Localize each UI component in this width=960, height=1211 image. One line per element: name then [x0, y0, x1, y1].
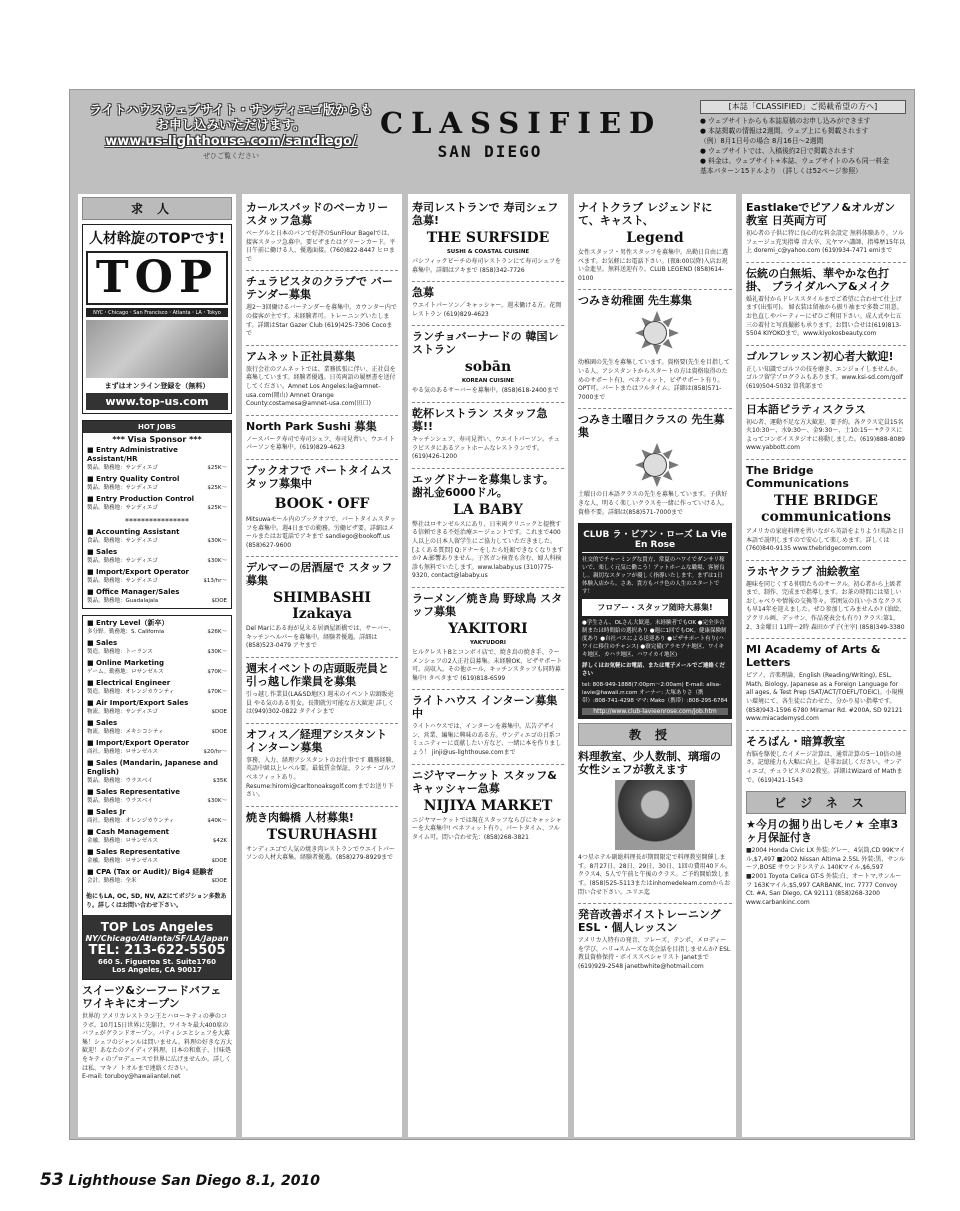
job-desc: 会計。勤務地：全米 [87, 878, 137, 884]
classified-ad [412, 690, 564, 764]
job-pay: $13/hr～ [203, 578, 227, 584]
job-entry [83, 808, 231, 828]
job-desc: 商社。勤務地：オレンジカウンティ [87, 818, 175, 824]
ad-logo: LA BABY [453, 501, 523, 518]
job-entry [83, 739, 231, 759]
page-title: CLASSIFIED [380, 106, 663, 140]
job-entry [83, 868, 231, 888]
classified-ad [412, 469, 564, 588]
job-detail [87, 577, 227, 585]
top-logo: TOP [86, 251, 228, 305]
job-pay: $26K～ [207, 629, 227, 635]
column-4-ads [578, 197, 732, 523]
visa-job-list [83, 446, 231, 515]
job-title: ■ Online Marketing [87, 659, 165, 667]
ad-title: カールスバッドのベーカリー スタッフ急募 [246, 201, 389, 227]
ad-logo-sub: YAKYUDORI [470, 639, 506, 646]
notice-line: ● ウェブサイトからも本誌原稿のお申し込みができます [700, 117, 871, 125]
classified-ad [578, 290, 732, 409]
notice-line: （例）8月1日号の場合 8月16日～2週間 [700, 137, 824, 145]
ad-body: パシフィックビーチの寿司レストランにて寿司シェフを募集中。詳細はアキまで (858)342-7726 [412, 258, 561, 274]
job-entry [83, 679, 231, 699]
ad-body: キッチンシェフ、寿司見習い、ウエイトパーソン。チュラビスタにあるアットホームなレストランです。(619)426-1200 [412, 435, 560, 461]
column-2 [242, 194, 402, 1137]
top-la-title: TOP Los Angeles [100, 920, 214, 934]
job-pay: $42K [212, 838, 227, 844]
classified-ad [246, 557, 398, 658]
job-desc: 製品。勤務地：Guadalajala [87, 598, 159, 604]
ad-body: 旅行会社のアムネットでは、業務拡張に伴い、正社員を募集しています。経験者優遇。日英両語の履歴書を送付してください。Amnet Los Angeles:la@amnet-usa.com(岡山) Amnet Orange County:costamesa@amnet-usa.com(田口) [246, 365, 396, 408]
job-entry [83, 495, 231, 515]
ad-logo-sub: SUSHI & COASTAL CUISINE [446, 249, 530, 255]
classified-ad [746, 731, 906, 791]
ad-title: MI Academy of Arts & Letters [746, 643, 881, 670]
job-title: ■ Sales [87, 719, 118, 727]
column-5-ads [746, 197, 906, 791]
ad-body: 初心者、運動不足な方大歓迎、要予約。各クラス定員15名 火10:30～、水9:30～、金9:30～、土10:15～ *クラスによってコンボイスタジオに移動しました。(619)888-8089 www.yabbott.com [746, 418, 905, 452]
job-list [83, 619, 231, 888]
job-title: ■ Sales Jr [87, 808, 126, 816]
sun-ray [653, 311, 661, 321]
car-ad [746, 814, 906, 913]
job-desc: 製品。勤務地：サンディエゴ [87, 465, 158, 471]
mid-job-list [83, 528, 231, 608]
top-la-box [83, 915, 231, 979]
job-detail [87, 817, 227, 825]
job-title: ■ Import/Export Operator [87, 568, 189, 576]
ad-body: アメリカの家庭料理を習いながら英語をよりよう!英語と日本語で説明しますので安心して楽しめます。詳しくは(760)840-9135 www.thebridgecomm.com [746, 527, 904, 553]
ad-body: 右脳を駆使したイメージ計算は、通常計算の5～10倍の速さ。記憶能力も大幅に向上。是非お試しください。サンディエゴ、チュラビスタの2教室。詳細はWizard of Mathまで。(619)421-1543 [746, 750, 903, 784]
top-web-link[interactable]: www.top-us.com [86, 393, 228, 410]
ad-logo: BOOK・OFF [274, 495, 370, 512]
classified-ad [246, 197, 398, 271]
job-pay: $40K～ [207, 818, 227, 824]
ad-body: ニジヤマーケットでは現在スタッフならびにキャッシャーを大募集中! ベネフィット有り。パートタイム、フルタイム可。問い合わせ先：(858)268-3821 [412, 816, 562, 841]
ad-title: スイーツ&シーフードバフェ ワイキキにオープン [82, 984, 222, 1010]
job-title: ■ Office Manager/Sales [87, 588, 180, 596]
notice-title: [本誌「CLASSIFIED」ご掲載希望の方へ] [700, 100, 906, 114]
top-photo [86, 320, 228, 378]
footer-text: Lighthouse San Diego 8.1, 2010 [68, 1173, 320, 1189]
hot-jobs-box [82, 420, 232, 609]
classified-ad [746, 561, 906, 640]
page-footer [40, 1170, 320, 1190]
sun-ray [653, 443, 661, 453]
ad-title: ゴルフレッスン初心者大歓迎! [746, 349, 894, 363]
lavie-tel: tel: 808-949-1888(7:00pm～2:00am) E-mail: alisa-lavie@hawaii.rr.com オーナー: 大塚ありさ（携帯）:808-741-4298 ママ: Mako（携帯）:808-295-6784 [582, 682, 728, 705]
classified-ad [746, 639, 906, 731]
job-title: ■ Sales [87, 639, 118, 647]
classified-ad [746, 346, 906, 399]
notice-box [700, 100, 906, 176]
job-entry [83, 619, 231, 639]
ad-body: 事務、入力、経理アシスタントのお仕事です 職務経験、英語中級以上レベル要。最低賃金保証、ランチ・ゴルフベネフィットあり。Resume:hiromi@carltonoaksgolf.comまでお送り下さい。 [246, 756, 398, 799]
job-pay: $20/hr～ [203, 749, 227, 755]
classified-title-block [380, 106, 663, 161]
ad-body: 週2～3回働けるバーテンダーを募集中。カウンター内での接客が主です。未経験者可。トレーニングいたします。詳細はStar Gazer Club (619)425-7306 Cocoまで [246, 304, 397, 338]
promo-line2: お申し込みいただけます。 [156, 117, 306, 132]
job-pay: $30K～ [207, 798, 227, 804]
job-pay: $70K～ [207, 669, 227, 675]
job-detail [87, 877, 227, 885]
job-desc: 製品。勤務地：ウラスベイ [87, 778, 153, 784]
ad-logo: NIJIYA MARKET [423, 797, 553, 814]
ad-body: やる気のあるサーバーを募集中。(858)618-2400まで [412, 387, 559, 395]
job-desc: 製品。勤務地：ウラスベイ [87, 798, 153, 804]
job-entry [83, 719, 231, 739]
column-3 [408, 194, 568, 1137]
classified-ad [412, 326, 564, 403]
sun-ray [663, 471, 676, 484]
classified-ad [412, 197, 564, 282]
job-entry [83, 848, 231, 868]
job-detail [87, 728, 227, 736]
ad-body: ピアノ、音楽理論、English (Reading/Writing), ESL, Math, Biology, Japanese as a Foreign Language for all ages, & Test Prep (SAT/ACT/TOEFL/TOEIC)。小規模い環境にて、各生徒に合わせた、分かり易い指導です。(858)943-1596 6780 Miramar Rd. #200A, SD 92121 www.miacademysd.com [746, 672, 904, 723]
job-title: ■ CPA (Tax or Audit)/ Big4 経験者 [87, 868, 214, 876]
section-heading-jobs: 求人 [82, 197, 232, 220]
job-entry [83, 475, 231, 495]
job-desc: 物流。勤務地：メキシコシティ [87, 729, 164, 735]
job-desc: 食品。勤務地：サンディエゴ [87, 538, 158, 544]
lavie-points: ●学生さん、OLさん大歓迎。未経験者でもOK ●完全歩合制または時間給の選択あり ●週に1回でもOK。健康保険制度あり ●自社バスによる送迎あり ●ビザサポート有り(ハワイに移住のチャンス) ●寮完備(アラモアナ地区、ワイキキ地区、カハラ地区、ハワイカイ地区) [582, 620, 727, 659]
ad-title: ★今月の掘り出しモノ★ 全車3ヶ月保証付き [746, 818, 899, 845]
job-pay: $30K～ [207, 649, 227, 655]
job-detail [87, 837, 227, 845]
job-detail [87, 628, 227, 636]
job-desc: 金融。勤務地：ロサンゼルス [87, 858, 159, 864]
job-detail [87, 648, 227, 656]
job-pay: $DOE [211, 598, 227, 604]
job-pay: $70K～ [207, 689, 227, 695]
job-title: ■ Sales Representative [87, 788, 180, 796]
job-title: ■ Accounting Assistant [87, 528, 180, 536]
job-desc: ゲーム。勤務地：ロサンゼルス [87, 669, 164, 675]
job-desc: 製造。勤務地：トーランス [87, 649, 153, 655]
classified-frame [69, 89, 915, 1140]
ad-title: 焼き肉鶴橋 人材募集! [246, 810, 354, 824]
esl-ad [578, 904, 732, 977]
job-title: ■ Entry Administrative Assistant/HR [87, 446, 178, 463]
ad-title: エッグドナーを募集します。 謝礼金6000ドル。 [412, 472, 554, 499]
top-la-addr2: Los Angeles, CA 90017 [112, 966, 202, 974]
job-detail [87, 857, 227, 865]
classified-ad [246, 658, 398, 724]
job-title: ■ Electrical Engineer [87, 679, 171, 687]
ad-body: 趣味を同じくする仲間たちのサークル。初心者から上級者まで、制作、完成まで指導します。お茶の時間には楽しいおしゃべりや情報の交換等々。雰囲気の良い小さなクラスも早14年を迎えました。ぜひ参加してみませんか? (油絵、アクリル画、デッサン、作品発表会も有り) クラス:第1、2、3金曜日 11時～2時 森田かず子(主宰) (858)349-3380 [746, 580, 906, 631]
classified-ad [746, 460, 906, 561]
ad-body: ウエイトパーソン／キャッシャー。週末働ける方。花岡レストラン (619)829-4623 [412, 302, 562, 318]
classified-ad [412, 403, 564, 469]
job-desc: 製品。勤務地：サンディエゴ [87, 485, 158, 491]
cooking-class-ad [578, 746, 732, 904]
job-detail [87, 668, 227, 676]
sun-ray [653, 345, 661, 355]
ad-body: 正しい知識でゴルフの技を磨き、エンジョイしませんか。ゴルフ留学プログラムもあります。www.ksi-sd.com/golf (619)504-5032 曽我部まで [746, 365, 903, 390]
ad-title: ラーメン／焼き鳥 野球鳥 スタッフ募集 [412, 591, 563, 618]
job-pay: $25K～ [207, 505, 227, 511]
job-desc: 金融。勤務地：ロサンゼルス [87, 838, 159, 844]
ad-title: Eastlakeでピアノ&オルガン 教室 日英両方可 [746, 201, 896, 227]
job-entry [83, 528, 231, 548]
job-pay: $35K [212, 778, 227, 784]
job-detail [87, 688, 227, 696]
ad-title: 急募 [412, 286, 434, 300]
top-la-tel: TEL: 213-622-5505 [88, 943, 226, 958]
ad-body: 幼稚園の先生を募集しています。資格要(先生を目指している人、アシスタントからスタートの方は資格取得のためのサポート有)、ベネフィット、ビザサポート有り。OPT可。パートまたはフルタイム。詳細は(858)571-7000まで [578, 359, 730, 401]
job-pay: $25K～ [207, 485, 227, 491]
job-entry [83, 639, 231, 659]
promo-note: ぜひご覧ください [203, 152, 259, 160]
top-ad [82, 224, 232, 414]
top-la-addr1: 660 S. Figueroa St. Suite1760 [97, 958, 216, 966]
job-desc: 製品。勤務地：サンディエゴ [87, 558, 158, 564]
job-title: ■ Entry Quality Control [87, 475, 180, 483]
job-title: ■ Entry Production Control [87, 495, 195, 503]
job-desc: 商社。勤務地：ロサンゼルス [87, 749, 159, 755]
top-cities: NYC・Chicago・San Francisco・Atlanta・LA・Tokyo [86, 308, 228, 317]
ad-logo: Legend [626, 230, 684, 246]
ad-title: 料理教室、少人数制、璃瑠の 女性シェフが教えます [578, 750, 721, 777]
ad-logo: sobān [464, 359, 512, 376]
job-title: ■ Sales Representative [87, 848, 180, 856]
classified-ad [412, 282, 564, 326]
ad-body: Mitsuwaモール内のブックオフで、パートタイムスタッフを募集中。週4日までの勤務。労働ビザ要。詳細はメールまたはお電話でアキまで sandiego@bookoff.us (858)627-9600 [246, 515, 396, 549]
ad-body: ヒルクレストBとコンボイ店で、焼き鳥の焼き手、ラーメンシェフの2人正社員募集。未経験OK、ビザサポート可。高収入。その他ホール、キッチンスタッフも同時募集中! タベタまで (619)818-6599 [412, 648, 563, 682]
ad-email: E-mail: toruboy@hawaiiantel.net [82, 1073, 181, 1081]
ad-logo: THE SURFSIDE [426, 230, 550, 246]
job-pay: $25K～ [207, 465, 227, 471]
job-desc: 物流。勤務地：サンディエゴ [87, 709, 158, 715]
ad-title: The Bridge Communications [746, 463, 849, 490]
job-detail [87, 597, 227, 605]
job-detail [87, 748, 227, 756]
page-subtitle: SAN DIEGO [437, 142, 543, 161]
promo-line1: ライトハウスウェブサイト・サンディエゴ版からも [89, 102, 373, 117]
lavie-contact: 詳しくはお気軽にお電話、または電子メールでご連絡ください [582, 663, 725, 678]
job-pay: $30K～ [207, 538, 227, 544]
promo-url-link[interactable]: www.us-lighthouse.com/sandiego/ [105, 134, 357, 149]
job-entry [83, 659, 231, 679]
job-entry [83, 588, 231, 608]
job-pay: $DOE [211, 858, 227, 864]
column-jobs-top [78, 194, 236, 1137]
job-entry [83, 446, 231, 475]
job-detail [87, 484, 227, 492]
web-promo [86, 102, 376, 161]
sun-ray [653, 477, 661, 487]
classified-ad [746, 197, 906, 263]
ad-body: 引っ越し作業員(LA&SD地区) 週末のイベント店頭販売員 やる気のある男女。長期就労可能な方大歓迎 詳しくは(949)302-0822 タテイシまで [246, 691, 394, 716]
ad-title: つみき土曜日クラスの 先生募集 [578, 413, 725, 440]
classified-ad [246, 346, 398, 416]
ad-body: 世界的 アメリカレストラン王とハローキティの夢のコラボ。10月15日世界に先駆け、ワイキキ最大400席のバフェがグランドオープン。パティシエとシェフを大募集！シェフのジャンルは問いません。料理の好きな方大歓迎！あなたのアイディア料理、日本の和菓子、甘味処をキティのプロデュースで世界に広げませんか。詳しくは私、マキノ トオルまで連絡ください。 [82, 1013, 232, 1072]
ad-body: サンディエゴで人気の焼き肉レストランでウエイトパーソンの人材大募集。経験者優遇。(858)279-8929まで [246, 845, 395, 862]
job-detail [87, 537, 227, 545]
visa-sponsor-label: *** Visa Sponsor *** [112, 435, 202, 444]
ad-title: つみき幼稚園 先生募集 [578, 294, 692, 308]
job-entry [83, 699, 231, 719]
ad-body: ノースパーク寿司で寿司シェフ、寿司見習い、ウエイトパーソンを募集中。(619)829-4623 [246, 435, 395, 452]
job-title: ■ Entry Level（新卒） [87, 619, 169, 627]
ad-title: ニジヤマーケット スタッフ&キャッシャー急募 [412, 768, 557, 795]
lavie-url-link[interactable]: http://www.club-lavieenrose.com/job.htm [582, 708, 728, 715]
ad-title: ランチョバーナードの 韓国レストラン [412, 330, 559, 357]
ad-title: 週末イベントの店頭販売員と 引っ越し作業員を募集 [246, 662, 389, 689]
ad-title: 発音改善ボイストレーニング ESL・個人レッスン [578, 908, 721, 935]
top-online: まずはオンライン登録を（無料） [104, 382, 210, 390]
job-desc: 製品。勤務地：サンディエゴ [87, 505, 158, 511]
job-entry [83, 759, 231, 788]
job-pay: $30K～ [207, 558, 227, 564]
top-tagline: 人材斡旋のTOPです! [88, 231, 226, 247]
classified-ad [746, 263, 906, 346]
classified-ad [578, 197, 732, 290]
job-list-box [82, 615, 232, 980]
job-pay: $DOE [211, 878, 227, 884]
ad-logo: THE BRIDGE communications [761, 492, 891, 525]
stars-divider: **************** [125, 517, 189, 526]
ad-title: 日本語ピラティスクラス [746, 402, 866, 416]
job-entry [83, 548, 231, 568]
classified-ad [412, 588, 564, 690]
ad-title: ブックオフで パートタイムスタッフ募集中 [246, 463, 392, 490]
column-4 [574, 194, 736, 1137]
sun-ray [669, 329, 679, 337]
sun-ray [663, 339, 676, 352]
job-desc: 製品。勤務地：サンディエゴ [87, 578, 158, 584]
job-detail [87, 504, 227, 512]
job-desc: 製造。勤務地：オレンジカウンティ [87, 689, 175, 695]
sun-logo-icon [633, 443, 677, 487]
job-pay: $DOE [211, 729, 227, 735]
ad-title: ラホヤクラブ 油絵教室 [746, 564, 860, 578]
ad-title: オフィス／経理アシスタント インターン募集 [246, 727, 388, 754]
job-detail [87, 797, 227, 805]
ad-body: ■2004 Honda Civic LX 外装:グレー、4気筒,CD 99Kマイル,$7,497 ■2002 Nissan Altima 2.5SL 外装:黒、サンルーフ,BOSE サウンドシステム 140Kマイル,$6,597 ■2001 Toyota Celica GT-S 外装:白、オートマ,サンルーフ 163Kマイル,$5,997 CARBANK, Inc. 7777 Convoy Ct. #A, San Diego, CA 92111 (858)268-3200 www.carbankinc.com [746, 847, 906, 906]
job-title: ■ Sales (Mandarin, Japanese and English) [87, 759, 218, 776]
ad-title: デルマーの居酒屋で スタッフ募集 [246, 561, 393, 588]
ad-title: 乾杯レストラン スタッフ急募!! [412, 406, 548, 433]
section-heading-lessons: 教授 [578, 723, 732, 746]
page-number: 53 [40, 1170, 64, 1190]
ad-title: ライトハウス インターン募集中 [412, 694, 558, 721]
hot-jobs-title: HOT JOBS [83, 421, 231, 433]
lavie-body: 社交的でチャーミングな貴方、常夏のハワイでダンサリ稼いで、楽しく元気に働こう！アットホームな職場、客層良し。親切なスタッフが優しく指導いたします。まずは1日体験入店から。さあ、貴方もバラ色の人生のスタートです！ [582, 557, 725, 596]
job-title: ■ Cash Management [87, 828, 170, 836]
job-note: 他にもLA, OC, SD, NV, AZにてポジション多数あり。詳しくはお問い合わせ下さい。 [86, 893, 227, 909]
sun-logo-icon [633, 311, 677, 355]
ad-body: ライトハウスでは、インターンを募集中。広告デザイン、営業、編集に興味のある方。サンディエゴの日系コミュニティーに貢献したい方など、一緒に本を作りましょう！ jinji@us-lighthouse.comまで [412, 723, 562, 757]
job-detail [87, 777, 227, 785]
lavie-flyer: フロアー・スタッフ随時大募集! [582, 599, 728, 616]
notice-line: ● 本誌掲載の情報は2週間、ウェブ上にも掲載されます [700, 127, 869, 135]
ad-body: 初心者の子供に特に良心的な料金設定 無料体験あり、ソルフェージュ充実指導 音大卒、元ヤマハ講師、指導歴15年以上 doremi_c@yahoo.com (619)934-7471 emiまで [746, 230, 905, 255]
classified-ad [746, 399, 906, 460]
classified-ad [412, 765, 564, 849]
ad-body: 弊社はロサンゼルスにあり、日米両クリニックと提携する信頼できる不妊治療エージェントです。これまで400人以上の日本人留学生にご協力していただきました。[よくある質問] Q:ドナーをしたら妊娠できなくなりますか? A:影響ありません。子宮ガン検査も含む、婦人科検診も無料でいたします。www.lababy.us (310)775-9320, contact@lababy.us [412, 520, 564, 580]
job-detail [87, 708, 227, 716]
job-detail [87, 557, 227, 565]
ad-title: チュラビスタのクラブで バーテンダー募集 [246, 275, 393, 302]
ad-title: 伝統の白無垢、華やかな色打掛、 ブライダルヘア&メイク [746, 266, 891, 293]
ad-title: ナイトクラブ レジェンドにて、キャスト、 [578, 201, 713, 227]
notice-line: ● ウェブサイトでは、入稿後約2日で掲載されます [700, 147, 855, 155]
ad-logo: TSURUHASHI [266, 826, 378, 843]
job-title: ■ Air Import/Export Sales [87, 699, 189, 707]
job-entry [83, 788, 231, 808]
ad-body: 女性スタッフ・男性スタッフを募集中。出勤日自由に選べます。お気軽にお電話下さい。(夜8:00以降)入店お祝い金進呈。無料送迎有り。CLUB LEGEND (858)614-0100 [578, 249, 729, 282]
column-5 [742, 194, 910, 1137]
ad-body: Del Marにある海が見える居酒屋新橋では、サーバー、キッチンヘルパーを募集中。経験者優遇。詳細は(858)523-0479 アヤまで [246, 625, 395, 650]
ad-logo-sub: KOREAN CUISINE [461, 378, 515, 385]
ad-body: 4つ星ホテル副総料理長が期間限定で料理教室開催します。8月27日、28日、29日、30日、1回の費用40ドル。クラス4、5人で午前と午後のクラス。ご予約開始致します。(858)525-5113またはinhomedeleam.comからお問い合せ下さい。ユリエ迄 [578, 854, 731, 896]
classified-ad [246, 460, 398, 557]
chef-photo [615, 780, 695, 850]
job-desc: 多分野。勤務地：S. California [87, 629, 165, 635]
top-la-cities: NY/Chicago/Atlanta/SF/LA/Japan [85, 934, 229, 943]
classified-ad [246, 416, 398, 460]
classified-ad [578, 409, 732, 523]
ad-title: そろばん・暗算教室 [746, 734, 845, 748]
section-heading-business: ビジネス [746, 791, 906, 814]
notice-line: 基本パターン15ドルより （詳しくは52ページ参照） [700, 167, 862, 175]
ad-title: North Park Sushi 募集 [246, 419, 377, 433]
job-title: ■ Import/Export Operator [87, 739, 189, 747]
sun-ray [669, 461, 679, 469]
classified-ad [246, 807, 398, 869]
job-title: ■ Sales [87, 548, 118, 556]
classified-header [70, 90, 916, 194]
ad-body: ベーグルと日本のパンで好評のSunFlour Bagelでは、接客スタッフ急募中。要ビザまたはグリーンカード。平日午前に働ける人、優遇面接。(760)822-8447 ヒロまで [246, 230, 396, 263]
job-detail [87, 464, 227, 472]
ad-logo: YAKITORI [448, 620, 528, 637]
ad-logo: SHIMBASHI Izakaya [273, 590, 371, 623]
job-entry [83, 568, 231, 588]
notice-line: ● 料金は、ウェブサイト+本誌、ウェブサイトのみも同一料金 [700, 157, 890, 165]
ad-body: アメリカ人特有の発音、フレーズ、テンポ、メロディーを学び、ハリ→スムーズな英会話を目指しませんか? ESL教員資格保持・ボイススペシャリスト Janetまで (619)929-2548 janetbwhite@hotmail.com [578, 937, 731, 970]
classified-ad [246, 271, 398, 345]
job-entry [83, 828, 231, 848]
ad-body: 婚礼着付からドレススタイルまでご希望に合わせて仕上げます(出張可)。 婦衣装は留袖から振り袖まで多数ご用意。お色直しやパーティーにぜひご利用下さい。成人式や七五三の着付と写真撮影も承ります。お問い合せは(619)813-5504 KIYOKOまで。www.kiyokosbeauty.com [746, 295, 903, 338]
ad-title: 寿司レストランで 寿司シェフ急募! [412, 201, 559, 227]
classified-ad [246, 724, 398, 807]
ad-title: アムネット正社員募集 [246, 349, 356, 363]
lavie-header: CLUB ラ・ビアン・ローズ La Vie En Rose [582, 527, 728, 553]
buffet-ad [82, 980, 232, 1088]
ad-body: 土曜日の日本語クラスの先生を募集しています。子供好きな人、明るく楽しいクラスを一緒に作っていける人。資格不要。詳細は(858)571-7000まで [578, 491, 728, 516]
la-vie-en-rose-ad [578, 523, 732, 719]
job-pay: $DOE [211, 709, 227, 715]
